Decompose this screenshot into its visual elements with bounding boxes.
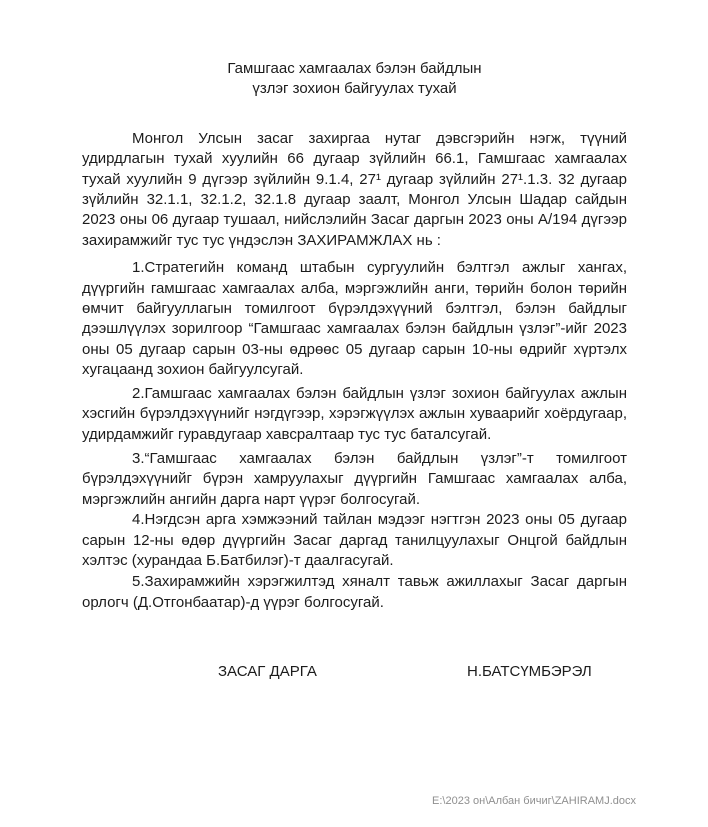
decree-item-2: 2.Гамшгаас хамгаалах бэлэн байдлын үзлэг зохион байгуулах ажлын хэсгийн бүрэлдэхүүнийг нэгдүгээр, хэрэгжүүлэх ажлын хуваарийг хоёрдугаар, удирдамжийг гуравдугаар хавсралтаар тус тус баталсугай. [82,384,627,443]
decree-item-4: 4.Нэгдсэн арга хэмжээний тайлан мэдээг нэгтгэн 2023 оны 05 дугаар сарын 12-ны өдөр дүүргийн Засаг даргад танилцуулахыг Онцгой байдлын хэлтэс (хурандаа Б.Батбилэг)-т даалгасугай. [82,511,627,569]
document-body [0,59,708,613]
decree-item-5: 5.Захирамжийн хэрэгжилтэд хяналт тавьж ажиллахыг Засаг даргын орлогч (Д.Отгонбаатар)-д үүрэг болгосугай. [82,573,627,611]
signatory-name: Н.БАТСҮМБЭРЭЛ [467,663,592,680]
signatory-title: ЗАСАГ ДАРГА [218,663,317,680]
preamble-paragraph: Монгол Улсын засаг захиргаа нутаг дэвсгэрийн нэгж, түүний удирдлагын тухай хуулийн 66 дугаар зүйлийн 66.1, Гамшгаас хамгаалах тухай хуулийн 9 дүгээр зүйлийн 9.1.4, 27¹ дугаар зүйлийн 27¹.1.3. 32 дугаар зүйлийн 32.1.1, 32.1.2, 32.1.8 дугаар заалт, Монгол Улсын Шадар сайдын 2023 оны 06 дугаар тушаал, нийслэлийн Засаг даргын 2023 оны А/194 дүгээр захирамжийг тус тус үндэслэн ЗАХИРАМЖЛАХ нь : [82,129,627,249]
decree-item-3: 3.“Гамшгаас хамгаалах бэлэн байдлын үзлэг”-т томилгоот бүрэлдэхүүнийг бүрэн хамруулахыг дүүргийн Гамшгаас хамгаалах алба, мэргэжлийн ангийн дарга нарт үүрэг болгосугай. [82,449,627,508]
document-title-line2: үзлэг зохион байгуулах тухай [252,80,457,98]
document-title [82,59,627,100]
file-path-footer: E:\2023 он\Албан бичиг\ZAHIRAMJ.docx [432,795,636,807]
decree-item-1: 1.Стратегийн команд штабын сургуулийн бэлтгэл ажлыг хангах, дүүргийн гамшгаас хамгаалах алба, мэргэжлийн анги, төрийн болон төрийн өмчит байгууллагын томилгоот бүрэлдэхүүний бэлтгэл, бэлэн байдлыг дээшлүүлэх зорилгоор “Гамшгаас хамгаалах бэлэн байдлын үзлэг”-ийг 2023 оны 05 дугаар сарын 03-ны өдрөөс 05 дугаар сарын 10-ны өдрийг хүртэлх хугацаанд зохион байгуулсугай. [82,259,627,379]
document-title-line1: Гамшгаас хамгаалах бэлэн байдлын [227,60,482,77]
